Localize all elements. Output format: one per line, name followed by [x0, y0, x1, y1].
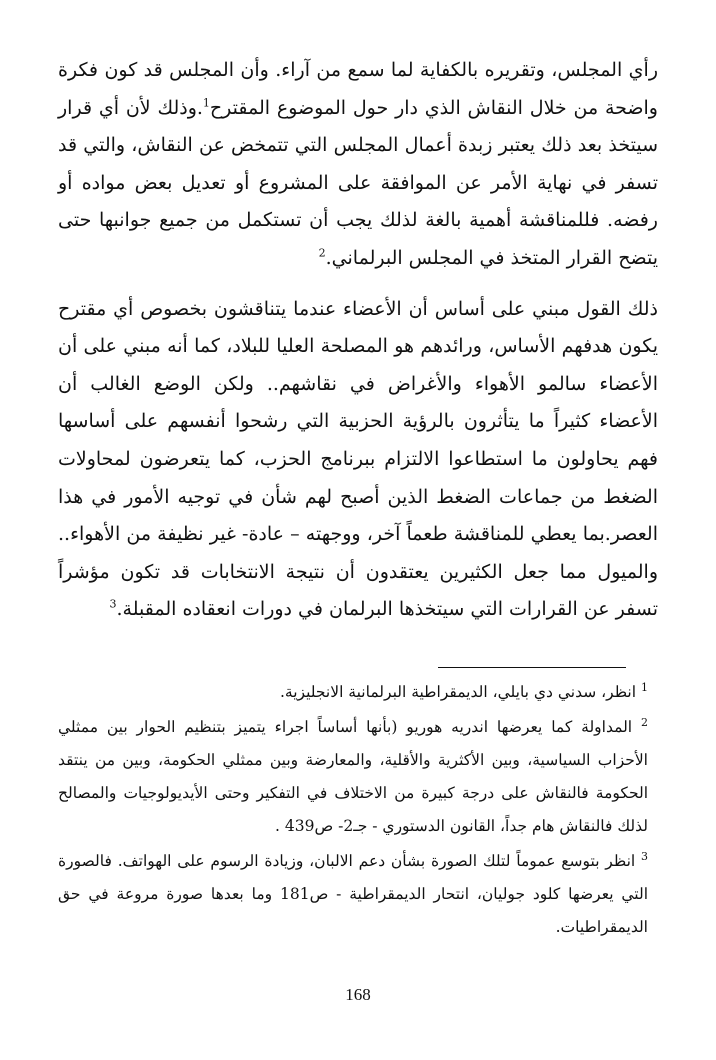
- footnotes-section: [58, 676, 648, 944]
- footnote-3-number: 3: [641, 849, 649, 863]
- main-text: [58, 52, 658, 629]
- footnote-2: [58, 711, 648, 843]
- footnote-ref-3[interactable]: 3: [109, 597, 117, 611]
- footnote-separator: [438, 667, 626, 668]
- paragraph-2-text: ذلك القول مبني على أساس أن الأعضاء عندما يتناقشون بخصوص أي مقترح يكون هدفهم الأساس، ورائدهم هو المصلحة العليا للبلاد، كما أنه مبني على أن الأعضاء سالمو الأهواء والأغراض في نقاشهم.. ولكن الوضع الغالب أن الأعضاء كثيراً ما يتأثرون بالرؤية الحزبية التي رشحوا أنفسهم على أساسها فهم يحاولون ما استطاعوا الالتزام ببرنامج الحزب، كما يتعرضون لمحاولات الضغط من جماعات الضغط الذين أصبح لهم شأن في توجيه الأمور في هذا العصر.بما يعطي للمناقشة طعماً آخر، ووجهته – عادة- غير نظيفة من الأهواء.. والميول مما جعل الكثيرين يعتقدون أن نتيجة الانتخابات قد تكون مؤشراً تسفر عن القرارات التي سيتخذها البرلمان في دورات انعقاده المقبلة.: [58, 297, 658, 621]
- paragraph-2: [58, 291, 658, 629]
- footnote-2-text: المداولة كما يعرضها اندريه هوريو (بأنها أساساً اجراء يتميز بتنظيم الحوار بين ممثلي الأحزاب السياسية، وبين الأكثرية والأقلية، والمعارضة وبين ممثلي الحكومة، وبين من ينتقد الحكومة فالنقاش على درجة كبيرة من الاختلاف في التفكير وحتى الأيديولوجيات والمصالح لذلك فالنقاش هام جداً، القانون الدستوري - جـ2- ص439 .: [58, 718, 648, 835]
- paragraph-1-text-b: .وذلك لأن أي قرار سيتخذ بعد ذلك يعتبر زبدة أعمال المجلس التي تتمخض عن النقاش، والتي قد تسفر في نهاية الأمر عن الموافقة على المشروع أو تعديل بعض مواده أو رفضه. فللمناقشة أهمية بالغة لذلك يجب أن تستكمل من جميع جوانبها حتى يتضح القرار المتخذ في المجلس البرلماني.: [58, 96, 658, 269]
- footnote-ref-1[interactable]: 1: [202, 96, 210, 110]
- footnote-ref-2[interactable]: 2: [318, 246, 326, 260]
- footnote-3-text: انظر بتوسع عموماً لتلك الصورة بشأن دعم الالبان، وزيادة الرسوم على الهواتف. فالصورة التي يعرضها كلود جوليان، انتحار الديمقراطية - ص181 وما بعدها صورة مروعة في حق الديمقراطيات.: [58, 852, 648, 936]
- page-number: 168: [345, 985, 371, 1004]
- footnote-1-text: انظر، سدني دي بايلي، الديمقراطية البرلمانية الانجليزية.: [280, 683, 637, 701]
- footnote-3: [58, 845, 648, 944]
- footnote-1: [58, 676, 648, 709]
- paragraph-1: [58, 52, 658, 278]
- footnote-2-number: 2: [641, 715, 648, 729]
- footnote-1-number: 1: [641, 680, 648, 694]
- paragraph-1-text-a: رأي المجلس، وتقريره بالكفاية لما سمع من آراء. وأن المجلس قد كون فكرة واضحة من خلال النقاش الذي دار حول الموضوع المقترح: [58, 59, 658, 119]
